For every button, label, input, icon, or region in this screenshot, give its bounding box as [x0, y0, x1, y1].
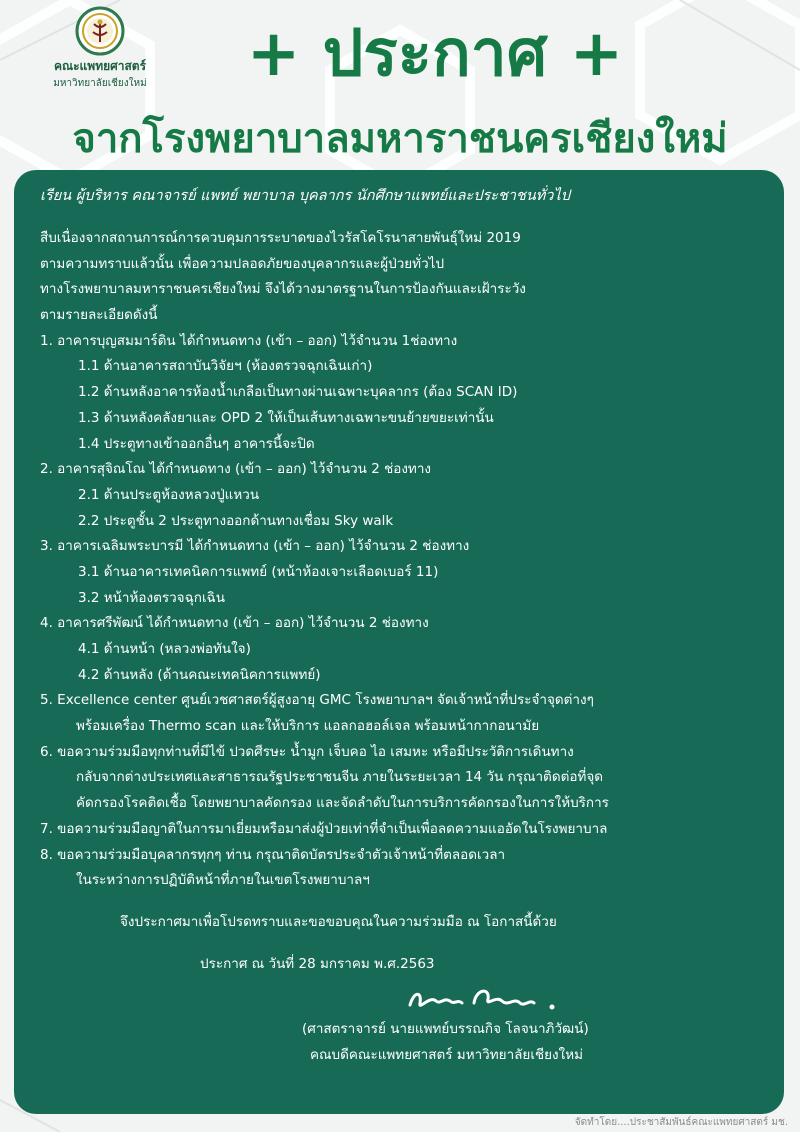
item-5-continued: พร้อมเครื่อง Thermo scan และให้บริการ แอลกอฮอล์เจล พร้อมหน้ากากอนามัย: [76, 718, 540, 735]
announcement-body: [40, 226, 772, 1069]
sub-item-2-2: 2.2 ประตูชั้น 2 ประตูทางออกด้านทางเชื่อม Sky walk: [78, 512, 394, 529]
building-item-1: 1. อาคารบุญสมมาร์ติน ได้กำหนดทาง (เข้า – ออก) ไว้จำนวน 1ช่องทาง: [40, 332, 458, 349]
intro-line: ตามความทราบแล้วนั้น เพื่อความปลอดภัยของบุคลากรและผู้ป่วยทั่วไป: [40, 255, 445, 272]
announcement-date: ประกาศ ณ วันที่ 28 มกราคม พ.ศ.2563: [200, 955, 435, 972]
sub-item-3-1: 3.1 ด้านอาคารเทคนิคการแพทย์ (หน้าห้องเจาะเลือดเบอร์ 11): [78, 563, 439, 580]
building-item-2: 2. อาคารสุจิณโณ ได้กำหนดทาง (เข้า – ออก) ไว้จำนวน 2 ช่องทาง: [40, 461, 432, 478]
sub-item-1-3: 1.3 ด้านหลังคลังยาและ OPD 2 ให้เป็นเส้นทางเฉพาะขนย้ายขยะเท่านั้น: [78, 409, 494, 426]
item-8-continued: ในระหว่างการปฏิบัติหน้าที่ภายในเขตโรงพยาบาลฯ: [76, 872, 370, 889]
item-5: 5. Excellence center ศูนย์เวชศาสตร์ผู้สูงอายุ GMC โรงพยาบาลฯ จัดเจ้าหน้าที่ประจำจุดต่างๆ: [40, 692, 594, 709]
intro-line: ทางโรงพยาบาลมหาราชนครเชียงใหม่ จึงได้วางมาตรฐานในการป้องกันและเฝ้าระวัง: [40, 281, 526, 298]
signer-name: (ศาสตราจารย์ นายแพทย์บรรณกิจ โลจนาภิวัฒน์): [302, 1021, 589, 1038]
item-6-continued: กลับจากต่างประเทศและสาธารณรัฐประชาชนจีน ภายในระยะเวลา 14 วัน กรุณาติดต่อที่จุด: [76, 769, 604, 786]
page-subtitle: จากโรงพยาบาลมหาราชนครเชียงใหม่: [72, 116, 728, 162]
announcement-panel: [14, 170, 784, 1114]
footer-credit: จัดทำโดย....ประชาสัมพันธ์คณะแพทยศาสตร์ มช.: [574, 1117, 788, 1128]
handwritten-signature: [404, 981, 574, 1015]
page-title: + ประกาศ +: [246, 17, 624, 91]
item-6: 6. ขอความร่วมมือทุกท่านที่มีไข้ ปวดศีรษะ น้ำมูก เจ็บคอ ไอ เสมหะ หรือมีประวัติการเดินทาง: [40, 743, 574, 760]
sub-item-1-1: 1.1 ด้านอาคารสถาบันวิจัยฯ (ห้องตรวจฉุกเฉินเก่า): [78, 358, 373, 375]
building-item-4: 4. อาคารศรีพัฒน์ ได้กำหนดทาง (เข้า – ออก) ไว้จำนวน 2 ช่องทาง: [40, 615, 429, 632]
closing-statement: จึงประกาศมาเพื่อโปรดทราบและขอขอบคุณในความร่วมมือ ณ โอกาสนี้ด้วย: [120, 913, 557, 930]
logo-university-name: มหาวิทยาลัยเชียงใหม่: [53, 78, 147, 89]
intro-line: ตามรายละเอียดดังนี้: [40, 307, 158, 324]
item-8: 8. ขอความร่วมมือบุคลากรทุกๆ ท่าน กรุณาติดบัตรประจำตัวเจ้าหน้าที่ตลอดเวลา: [40, 846, 506, 863]
signature-area: [40, 977, 772, 1017]
spacer: [40, 894, 772, 910]
sub-item-1-2: 1.2 ด้านหลังอาคารห้องน้ำเกลือเป็นทางผ่านเฉพาะบุคลากร (ต้อง SCAN ID): [78, 384, 518, 401]
spacer: [40, 936, 772, 952]
building-item-3: 3. อาคารเฉลิมพระบารมี ได้กำหนดทาง (เข้า – ออก) ไว้จำนวน 2 ช่องทาง: [40, 538, 470, 555]
sub-item-4-1: 4.1 ด้านหน้า (หลวงพ่อทันใจ): [78, 641, 251, 657]
sub-item-2-1: 2.1 ด้านประตูห้องหลวงปู่แหวน: [78, 486, 260, 503]
logo-faculty-name: คณะแพทยศาสตร์: [53, 59, 147, 73]
salutation: เรียน ผู้บริหาร คณาจารย์ แพทย์ พยาบาล บุคลากร นักศึกษาแพทย์และประชาชนทั่วไป: [40, 188, 570, 204]
sub-item-3-2: 3.2 หน้าห้องตรวจฉุกเฉิน: [78, 589, 225, 606]
item-7: 7. ขอความร่วมมือญาติในการมาเยี่ยมหรือมาส่งผู้ป่วยเท่าที่จำเป็นเพื่อลดความแออัดในโรงพยาบาล: [40, 820, 608, 837]
signer-position: คณบดีคณะแพทยศาสตร์ มหาวิทยาลัยเชียงใหม่: [310, 1046, 584, 1063]
item-6-continued: คัดกรองโรคติดเชื้อ โดยพยาบาลคัดกรอง และจัดลำดับในการบริการคัดกรองในการให้บริการ: [76, 795, 609, 812]
sub-item-4-2: 4.2 ด้านหลัง (ด้านคณะเทคนิคการแพทย์): [78, 666, 321, 683]
intro-line: สืบเนื่องจากสถานการณ์การควบคุมการระบาดของไวรัสโคโรนาสายพันธุ์ใหม่ 2019: [40, 230, 521, 246]
sub-item-1-4: 1.4 ประตูทางเข้าออกอื่นๆ อาคารนี้จะปิด: [78, 435, 315, 452]
